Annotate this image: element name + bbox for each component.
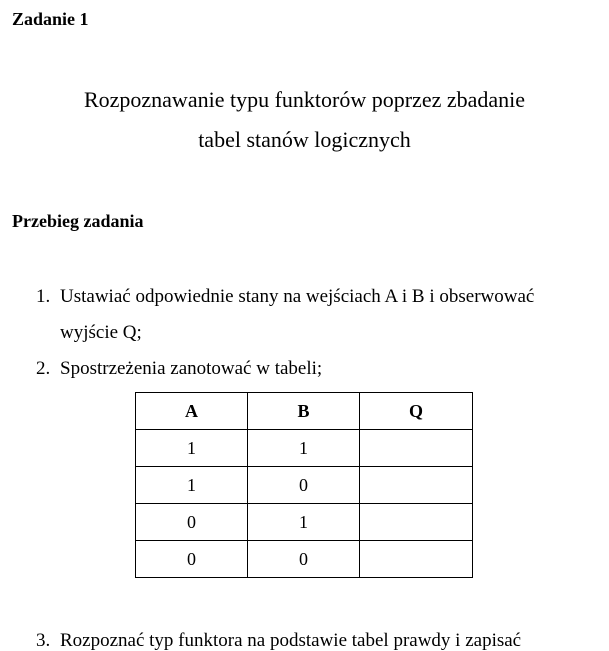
- table-cell: 0: [248, 541, 360, 578]
- column-header-a: A: [136, 393, 248, 430]
- section-heading: Przebieg zadania: [12, 211, 144, 231]
- step-text: Rozpoznać typ funktora na podstawie tabel prawdy i zapisać: [60, 630, 522, 651]
- table-cell: 1: [248, 430, 360, 467]
- table-cell: 1: [248, 504, 360, 541]
- step-number: 3.: [36, 630, 51, 651]
- table-cell: [360, 504, 473, 541]
- table-cell: 1: [136, 467, 248, 504]
- step-number: 1.: [36, 286, 51, 307]
- table-cell: 0: [136, 541, 248, 578]
- task-heading: Zadanie 1: [12, 9, 89, 29]
- document-title-line-2: tabel stanów logicznych: [198, 127, 411, 152]
- column-header-q: Q: [360, 393, 473, 430]
- step-text-continuation: wyjście Q;: [60, 322, 142, 343]
- table-cell: 1: [136, 430, 248, 467]
- table-header-row: [136, 393, 473, 430]
- table-row: [136, 467, 473, 504]
- table-row: [136, 430, 473, 467]
- table-cell: [360, 467, 473, 504]
- table-cell: 0: [248, 467, 360, 504]
- table-cell: [360, 541, 473, 578]
- table-cell: [360, 430, 473, 467]
- table-row: [136, 504, 473, 541]
- step-number: 2.: [36, 358, 51, 379]
- step-text: Spostrzeżenia zanotować w tabeli;: [60, 358, 323, 379]
- table-cell: 0: [136, 504, 248, 541]
- table-row: [136, 541, 473, 578]
- step-text: Ustawiać odpowiednie stany na wejściach A i B i obserwować: [60, 286, 535, 307]
- truth-table: [135, 392, 473, 578]
- column-header-b: B: [248, 393, 360, 430]
- document-title-line-1: Rozpoznawanie typu funktorów poprzez zbadanie: [83, 87, 526, 112]
